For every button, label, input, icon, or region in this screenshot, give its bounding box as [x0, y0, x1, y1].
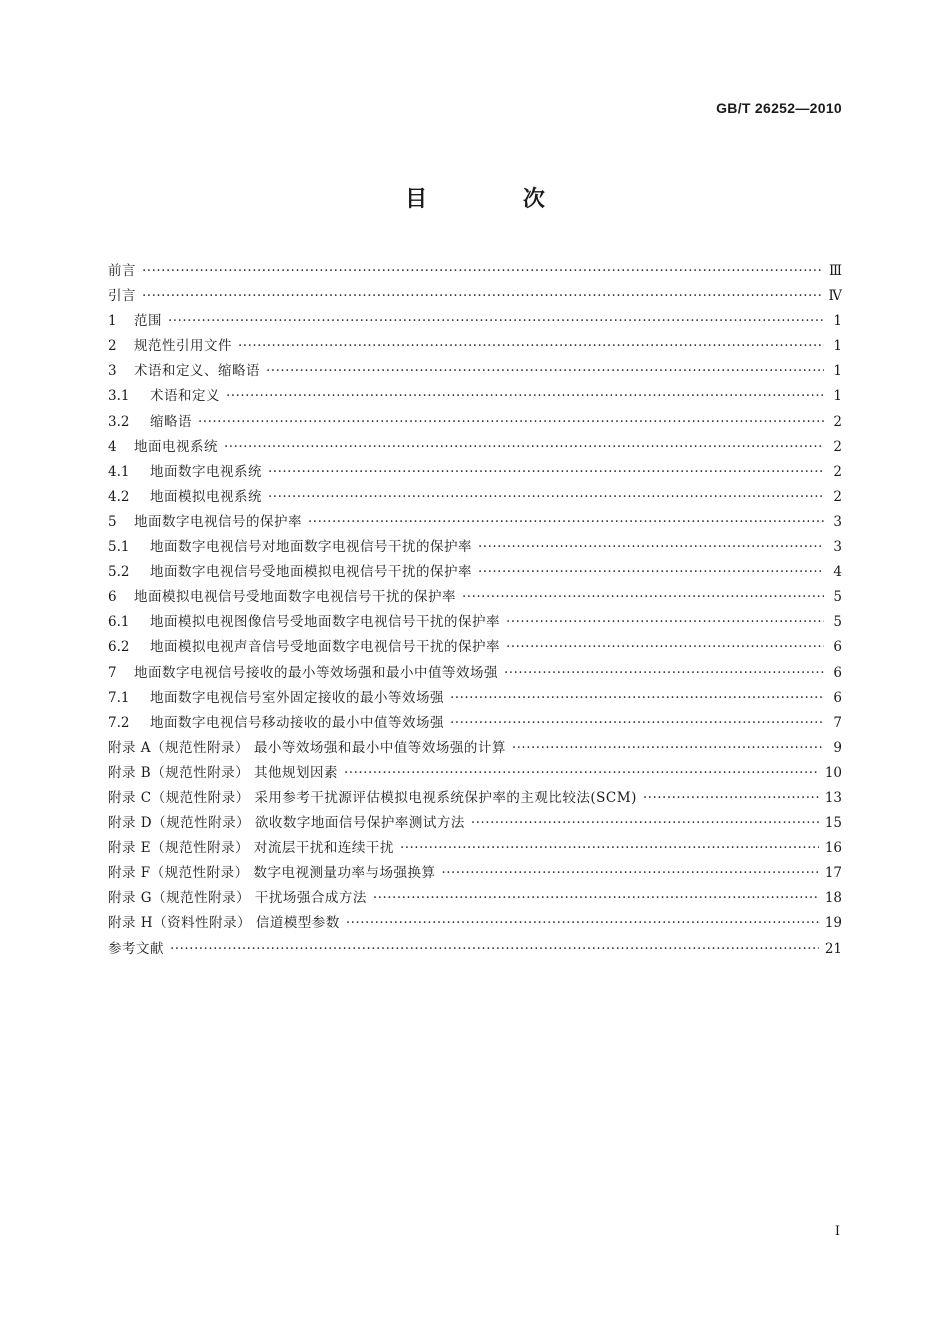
toc-entry-number: 5 [108, 513, 117, 530]
toc-dot-leader [450, 711, 824, 736]
toc-entry[interactable] [108, 861, 842, 886]
toc-entry-label: 附录 B（规范性附录） 其他规划因素 [108, 764, 339, 781]
toc-entry[interactable] [108, 259, 842, 284]
toc-dot-leader [142, 259, 823, 284]
toc-dot-leader [643, 786, 819, 811]
toc-entry-page: 5 [833, 614, 842, 631]
toc-dot-leader [400, 836, 819, 861]
toc-dot-leader [344, 761, 819, 786]
toc-entry[interactable] [108, 836, 842, 861]
toc-dot-leader [346, 911, 819, 936]
toc-entry-page: 4 [833, 564, 842, 581]
toc-entry[interactable] [108, 460, 842, 485]
toc-entry-label: 规范性引用文件 [134, 338, 232, 355]
toc-entry[interactable] [108, 711, 842, 736]
toc-entry-label: 附录 A（规范性附录） 最小等效场强和最小中值等效场强的计算 [108, 739, 506, 756]
toc-entry-page: 7 [833, 714, 842, 731]
toc-entry-page: 2 [833, 488, 842, 505]
toc-entry[interactable] [108, 761, 842, 786]
toc-entry[interactable] [108, 585, 842, 610]
toc-entry-number: 6 [108, 589, 117, 606]
toc-entry-page: Ⅲ [828, 263, 842, 279]
toc-entry-number: 4.1 [108, 463, 130, 480]
toc-entry-page: 16 [824, 840, 842, 857]
toc-entry-page: 18 [824, 890, 842, 907]
toc-dot-leader [266, 359, 824, 384]
toc-dot-leader [450, 686, 824, 711]
toc-entry[interactable] [108, 937, 842, 962]
toc-entry-label: 地面模拟电视声音信号受地面数字电视信号干扰的保护率 [150, 639, 500, 656]
toc-entry[interactable] [108, 911, 842, 936]
toc-entry-label: 地面数字电视信号接收的最小等效场强和最小中值等效场强 [134, 664, 498, 681]
toc-dot-leader [168, 309, 824, 334]
toc-entry-label: 地面数字电视信号受地面模拟电视信号干扰的保护率 [150, 564, 472, 581]
toc-dot-leader [226, 384, 824, 409]
toc-entry-page: 6 [833, 639, 842, 656]
page-title: 目 次 [405, 186, 589, 212]
toc-entry-label: 附录 C（规范性附录） 采用参考干扰源评估模拟电视系统保护率的主观比较法(SCM) [108, 789, 637, 806]
toc-entry-number: 6.2 [108, 639, 130, 656]
toc-entry-label: 范围 [134, 313, 162, 330]
toc-entry-label: 附录 H（资料性附录） 信道模型参数 [108, 915, 340, 932]
page-number: I [834, 1224, 840, 1239]
toc-entry-page: 2 [833, 463, 842, 480]
toc-entry-label: 参考文献 [108, 940, 164, 957]
toc-entry-label: 缩略语 [150, 413, 192, 430]
toc-dot-leader [506, 635, 824, 660]
toc-entry-number: 1 [108, 313, 117, 330]
toc-entry-number: 6.1 [108, 614, 130, 631]
toc-dot-leader [478, 560, 824, 585]
toc-entry-page: 2 [833, 413, 842, 430]
toc-entry-page: 3 [833, 513, 842, 530]
toc-entry-label: 地面模拟电视信号受地面数字电视信号干扰的保护率 [134, 589, 456, 606]
toc-entry[interactable] [108, 485, 842, 510]
toc-entry-number: 4.2 [108, 488, 130, 505]
toc-entry-label: 地面数字电视信号对地面数字电视信号干扰的保护率 [150, 539, 472, 556]
toc-dot-leader [441, 861, 818, 886]
toc-dot-leader [478, 535, 824, 560]
toc-entry-page: 1 [833, 338, 842, 355]
toc-entry-page: 1 [833, 363, 842, 380]
toc-entry-page: 6 [833, 664, 842, 681]
toc-entry-number: 3 [108, 363, 117, 380]
toc-entry-page: 15 [824, 815, 842, 832]
toc-dot-leader [512, 736, 824, 761]
toc-entry[interactable] [108, 635, 842, 660]
toc-entry-label: 前言 [108, 263, 136, 279]
toc-entry-label: 地面模拟电视图像信号受地面数字电视信号干扰的保护率 [150, 614, 500, 631]
toc-entry-page: 17 [824, 865, 842, 882]
toc-entry-number: 3.1 [108, 388, 130, 405]
toc-dot-leader [268, 460, 824, 485]
toc-entry[interactable] [108, 811, 842, 836]
toc-dot-leader [506, 610, 824, 635]
standard-number: GB/T 26252—2010 [716, 100, 842, 116]
toc-entry-label: 附录 G（规范性附录） 干扰场强合成方法 [108, 890, 367, 907]
toc-entry-number: 7 [108, 664, 117, 681]
toc-entry-label: 地面电视系统 [134, 438, 218, 455]
toc-entry-page: 1 [833, 313, 842, 330]
toc-entry-label: 地面数字电视信号室外固定接收的最小等效场强 [150, 689, 444, 706]
toc-entry[interactable] [108, 886, 842, 911]
toc-entry-number: 2 [108, 338, 117, 355]
toc-entry-number: 4 [108, 438, 117, 455]
toc-entry[interactable] [108, 359, 842, 384]
toc-entry-page: 13 [824, 789, 842, 806]
toc-entry-page: 1 [833, 388, 842, 405]
table-of-contents [108, 259, 842, 962]
toc-entry[interactable] [108, 334, 842, 359]
toc-dot-leader [238, 334, 824, 359]
toc-entry-label: 术语和定义 [150, 388, 220, 405]
toc-entry-label: 附录 F（规范性附录） 数字电视测量功率与场强换算 [108, 865, 436, 882]
toc-entry-page: 19 [824, 915, 842, 932]
toc-dot-leader [471, 811, 819, 836]
toc-entry-page: 10 [824, 764, 842, 781]
toc-entry-number: 7.2 [108, 714, 130, 731]
toc-entry-page: Ⅳ [828, 288, 842, 305]
toc-entry-page: 9 [833, 739, 842, 756]
toc-entry-label: 地面数字电视信号的保护率 [134, 513, 302, 530]
toc-dot-leader [224, 435, 824, 460]
toc-entry[interactable] [108, 610, 842, 635]
toc-dot-leader [198, 410, 824, 435]
toc-entry-number: 3.2 [108, 413, 130, 430]
toc-entry-label: 术语和定义、缩略语 [134, 363, 260, 380]
toc-entry[interactable] [108, 309, 842, 334]
toc-entry-label: 附录 E（规范性附录） 对流层干扰和连续干扰 [108, 840, 394, 857]
toc-entry[interactable] [108, 686, 842, 711]
toc-entry-number: 5.2 [108, 564, 130, 581]
toc-entry-number: 7.1 [108, 689, 130, 706]
toc-dot-leader [170, 937, 819, 962]
toc-dot-leader [504, 661, 824, 686]
toc-entry[interactable] [108, 560, 842, 585]
toc-entry[interactable] [108, 661, 842, 686]
toc-entry-label: 地面模拟电视系统 [150, 488, 262, 505]
toc-dot-leader [373, 886, 819, 911]
toc-entry-page: 5 [833, 589, 842, 606]
toc-entry-label: 地面数字电视系统 [150, 463, 262, 480]
toc-entry-page: 21 [824, 940, 842, 957]
toc-entry[interactable] [108, 535, 842, 560]
toc-entry[interactable] [108, 284, 842, 309]
toc-entry[interactable] [108, 736, 842, 761]
toc-dot-leader [268, 485, 824, 510]
toc-entry-page: 3 [833, 539, 842, 556]
toc-dot-leader [308, 510, 824, 535]
toc-dot-leader [142, 284, 823, 309]
toc-entry[interactable] [108, 510, 842, 535]
toc-entry[interactable] [108, 384, 842, 409]
toc-entry-label: 引言 [108, 288, 136, 305]
toc-entry-page: 2 [833, 438, 842, 455]
toc-entry[interactable] [108, 435, 842, 460]
toc-entry-label: 附录 D（规范性附录） 欲收数字地面信号保护率测试方法 [108, 815, 465, 832]
toc-entry-number: 5.1 [108, 539, 130, 556]
toc-entry[interactable] [108, 786, 842, 811]
toc-entry[interactable] [108, 410, 842, 435]
toc-entry-page: 6 [833, 689, 842, 706]
toc-entry-label: 地面数字电视信号移动接收的最小中值等效场强 [150, 714, 444, 731]
toc-dot-leader [462, 585, 824, 610]
